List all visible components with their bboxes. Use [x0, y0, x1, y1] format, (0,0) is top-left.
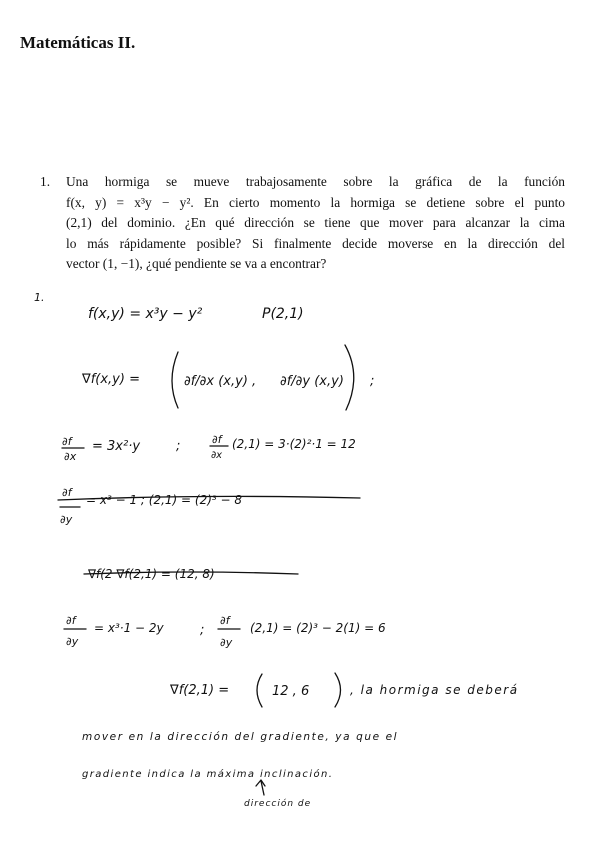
- vector-right-paren: [335, 673, 341, 707]
- separator: ;: [176, 439, 181, 454]
- gradient-vector: 12 , 6: [272, 684, 310, 699]
- gradient-definition-label: ∇f(x,y) =: [82, 372, 140, 387]
- problem-line: lo más rápidamente posible? Si finalmente decide moverse en la dirección del: [66, 235, 565, 251]
- partial-fraction-y-den: ∂y: [66, 635, 79, 648]
- partial-x-component: ∂f/∂x (x,y) ,: [184, 374, 257, 389]
- vector-left-paren: [257, 674, 262, 707]
- partial-fraction-x2: ∂f: [212, 433, 222, 446]
- problem-line: vector (1, −1), ¿qué pendiente se va a encontrar?: [66, 256, 327, 271]
- partial-fraction-x-den: ∂x: [64, 450, 77, 463]
- dfdy-evaluation: (2,1) = (2)³ − 2(1) = 6: [250, 621, 386, 635]
- problem-line: Una hormiga se mueve trabajosamente sobre la gráfica de la función: [66, 174, 565, 189]
- big-left-paren: [172, 352, 178, 408]
- partial-fraction-y-struck: ∂f: [62, 486, 72, 499]
- conclusion-line-1: , la hormiga se deberá: [350, 683, 519, 697]
- big-right-paren: [345, 345, 354, 410]
- partial-fraction-y-struck-den: ∂y: [60, 513, 73, 526]
- insertion-arrow-icon: [256, 780, 265, 795]
- problem-line: f(x, y) = x³y − y². En cierto momento la hormiga se detiene sobre el punto: [66, 194, 565, 210]
- partial-fraction-y: ∂f: [66, 614, 76, 627]
- partial-fraction-y2-den: ∂y: [220, 636, 233, 649]
- partial-y-component: ∂f/∂y (x,y): [280, 374, 344, 389]
- dfdx-evaluation: (2,1) = 3·(2)²·1 = 12: [232, 437, 356, 451]
- struck-line: = x³ − 1 ; (2,1) = (2)³ − 8: [86, 493, 243, 507]
- insertion-note: dirección de: [244, 799, 312, 809]
- page-title: Matemáticas II.: [20, 33, 136, 52]
- dfdy-expression: = x³·1 − 2y: [94, 621, 164, 635]
- answer-number: 1.: [34, 291, 45, 304]
- problem-number: 1.: [40, 174, 51, 189]
- partial-fraction-x2-den: ∂x: [211, 450, 223, 461]
- dfdx-expression: = 3x²·y: [92, 439, 141, 454]
- function-definition: f(x,y) = x³y − y²: [88, 306, 203, 322]
- partial-fraction-y2: ∂f: [220, 614, 230, 627]
- partial-fraction-x: ∂f: [62, 435, 72, 448]
- struck-gradient: ∇f(2 ∇f(2,1) = (12, 8): [88, 567, 215, 581]
- point-label: P(2,1): [262, 306, 304, 322]
- separator: ;: [200, 623, 205, 638]
- conclusion-line-3: gradiente indica la máxima inclinación.: [82, 769, 334, 780]
- problem-line: (2,1) del dominio. ¿En qué dirección se tiene que mover para alcanzar la cima: [66, 215, 565, 230]
- gradient-at-point: ∇f(2,1) =: [170, 683, 230, 698]
- semicolon: ;: [370, 374, 375, 389]
- conclusion-line-2: mover en la dirección del gradiente, ya que el: [82, 731, 399, 743]
